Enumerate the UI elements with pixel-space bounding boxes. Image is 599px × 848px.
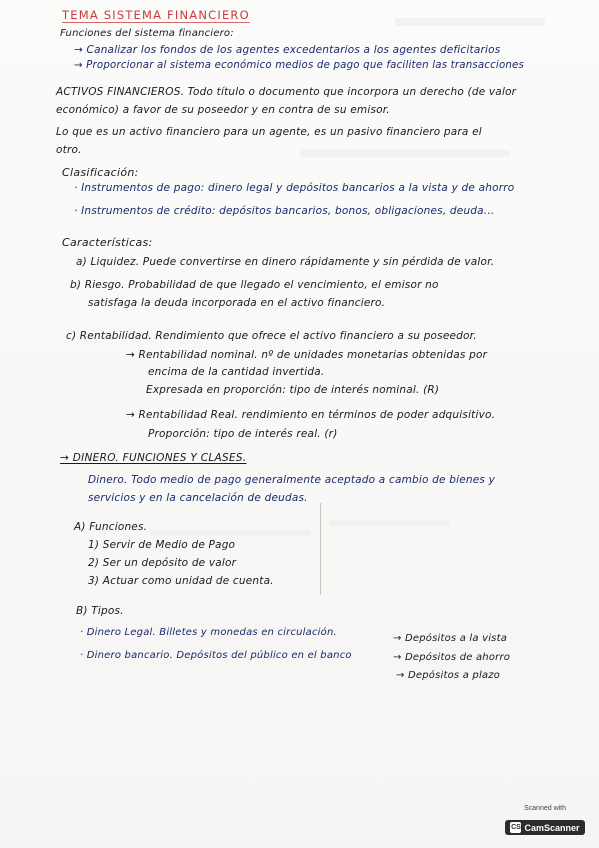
activos-line: otro. [56,144,82,156]
deposito-type: → Depósitos de ahorro [393,652,511,663]
stamp-caption: Scanned with [523,805,567,812]
dinero-tipo-item: · Dinero Legal. Billetes y monedas en circulación. [80,627,337,638]
riesgo-line: satisfaga la deuda incorporada en el activo financiero. [88,297,386,309]
activos-line: Lo que es un activo financiero para un agente, es un pasivo financiero para el [56,126,482,138]
deposito-type: → Depósitos a la vista [393,633,508,644]
dinero-heading: → DINERO. FUNCIONES Y CLASES. [60,452,247,464]
dinero-funcion-item: 3) Actuar como unidad de cuenta. [88,575,274,587]
page-title: TEMA SISTEMA FINANCIERO [62,8,250,22]
camscanner-logo-icon: CS [511,824,521,831]
funciones-item: → Proporcionar al sistema económico medios de pago que faciliten las transacciones [74,60,525,71]
clasificacion-item: · Instrumentos de pago: dinero legal y depósitos bancarios a la vista y de ahorro [74,182,515,194]
riesgo-line: b) Riesgo. Probabilidad de que llegado el vencimiento, el emisor no [70,279,439,291]
activos-line: económico) a favor de su poseedor y en contra de su emisor. [56,104,390,116]
column-divider [320,503,321,595]
camscanner-stamp [501,804,589,836]
stamp-brand [505,820,584,835]
rentabilidad-nominal: → Rentabilidad nominal. nº de unidades monetarias obtenidas por [126,349,488,361]
bleed-through-mark [330,520,450,526]
clasificacion-item: · Instrumentos de crédito: depósitos bancarios, bonos, obligaciones, deuda... [74,205,495,217]
rentabilidad-real: → Rentabilidad Real. rendimiento en términos de poder adquisitivo. [126,409,496,421]
deposito-type: → Depósitos a plazo [396,670,501,681]
clasificacion-heading: Clasificación: [62,166,139,179]
rentabilidad-line: c) Rentabilidad. Rendimiento que ofrece el activo financiero a su poseedor. [66,330,477,342]
funciones-heading: Funciones del sistema financiero: [60,28,234,39]
activos-line: ACTIVOS FINANCIEROS. Todo título o documento que incorpora un derecho (de valor [56,86,517,98]
rentabilidad-real-proportion: Proporción: tipo de interés real. (r) [148,428,338,440]
bleed-through-mark [150,530,310,536]
dinero-funcion-item: 2) Ser un depósito de valor [88,557,237,569]
dinero-definition: servicios y en la cancelación de deudas. [88,492,308,504]
bleed-through-mark [395,18,545,26]
bleed-through-mark [300,150,510,157]
funciones-item: → Canalizar los fondos de los agentes excedentarios a los agentes deficitarios [74,44,501,56]
dinero-funciones-heading: A) Funciones. [74,521,148,533]
dinero-tipos-heading: B) Tipos. [76,605,124,617]
dinero-funcion-item: 1) Servir de Medio de Pago [88,539,236,551]
dinero-definition: Dinero. Todo medio de pago generalmente aceptado a cambio de bienes y [88,474,495,486]
stamp-brand-name: CamScanner [524,822,580,833]
rentabilidad-nominal-detail: encima de la cantidad invertida. [148,366,325,378]
liquidez-line: a) Liquidez. Puede convertirse en dinero rápidamente y sin pérdida de valor. [76,256,495,268]
dinero-tipo-item: · Dinero bancario. Depósitos del público en el banco [80,650,352,661]
rentabilidad-nominal-proportion: Expresada en proporción: tipo de interés nominal. (R) [146,384,440,396]
caracteristicas-heading: Características: [62,236,153,249]
